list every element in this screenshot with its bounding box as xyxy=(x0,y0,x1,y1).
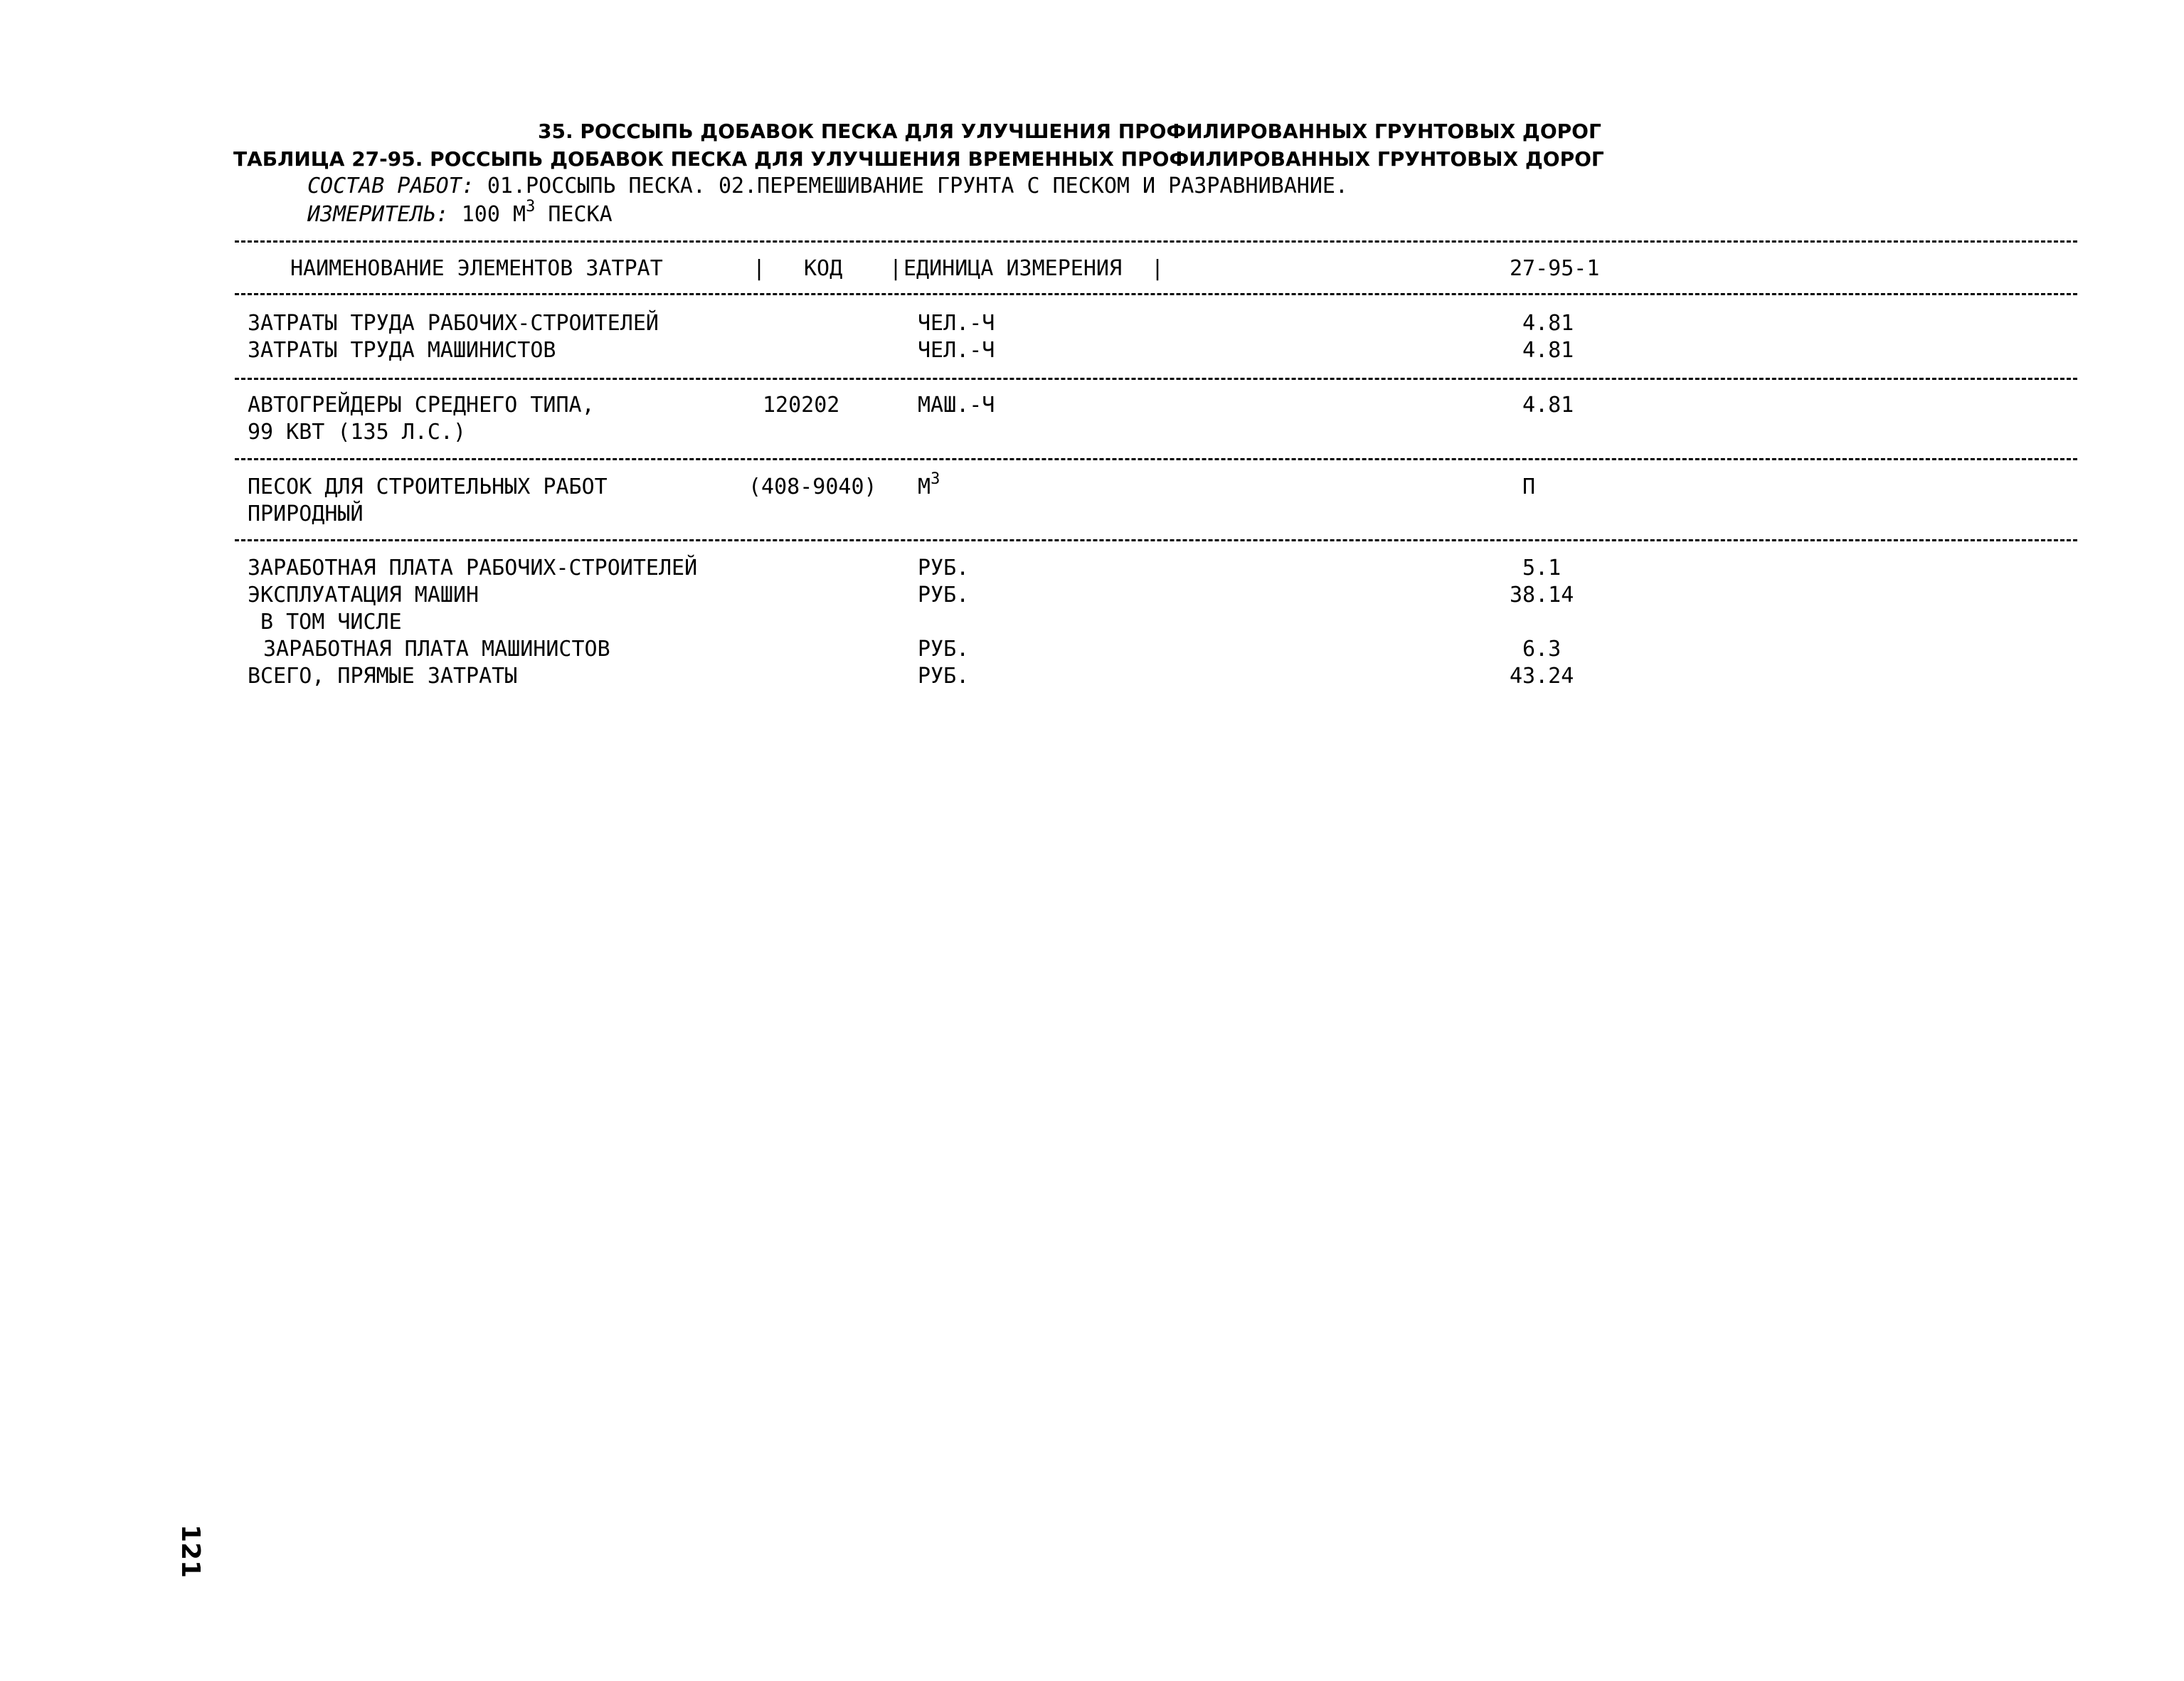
row-code: 120202 xyxy=(763,393,840,418)
row-value: 5.1 xyxy=(1522,556,1562,580)
row-value: 38.14 xyxy=(1510,583,1574,608)
section-title: 35. РОССЫПЬ ДОБАВОК ПЕСКА ДЛЯ УЛУЧШЕНИЯ ПРОФИЛИРОВАННЫХ ГРУНТОВЫХ ДОРОГ xyxy=(538,120,1601,143)
row-name: ВСЕГО, ПРЯМЫЕ ЗАТРАТЫ xyxy=(248,664,518,689)
row-unit: РУБ. xyxy=(918,664,970,689)
work-composition-text: 01.РОССЫПЬ ПЕСКА. 02.ПЕРЕМЕШИВАНИЕ ГРУНТА С ПЕСКОМ И РАЗРАВНИВАНИЕ. xyxy=(487,174,1348,198)
row-unit: РУБ. xyxy=(918,583,970,608)
work-composition-line xyxy=(307,174,1348,198)
header-code: КОД xyxy=(804,256,843,281)
row-value: 4.81 xyxy=(1522,311,1574,336)
row-name: 99 КВТ (135 Л.С.) xyxy=(248,420,467,445)
row-unit: РУБ. xyxy=(918,637,970,662)
work-composition-label: СОСТАВ РАБОТ: xyxy=(307,174,475,198)
row-value: П xyxy=(1522,474,1536,499)
row-value: 4.81 xyxy=(1522,393,1574,418)
meter-value-superscript: 3 xyxy=(526,198,536,216)
table-top-rule xyxy=(235,240,2077,243)
meter-value-unit: ПЕСКА xyxy=(535,202,613,227)
meter-line xyxy=(307,198,613,227)
page-number: 121 xyxy=(176,1524,206,1579)
header-separator-3: | xyxy=(1151,256,1165,281)
row-value: 43.24 xyxy=(1510,664,1574,689)
row-name: АВТОГРЕЙДЕРЫ СРЕДНЕГО ТИПА, xyxy=(248,393,595,418)
section-rule-2 xyxy=(235,458,2077,460)
row-name: ЗАРАБОТНАЯ ПЛАТА РАБОЧИХ-СТРОИТЕЛЕЙ xyxy=(248,556,698,580)
header-separator-1: | xyxy=(753,256,766,281)
section-rule-1 xyxy=(235,378,2077,380)
section-rule-3 xyxy=(235,539,2077,541)
meter-value-number: 100 М xyxy=(461,202,526,227)
header-value: 27-95-1 xyxy=(1510,256,1600,281)
table-title: ТАБЛИЦА 27-95. РОССЫПЬ ДОБАВОК ПЕСКА ДЛЯ УЛУЧШЕНИЯ ВРЕМЕННЫХ ПРОФИЛИРОВАННЫХ ГРУНТОВЫХ ДОРОГ xyxy=(233,147,1604,171)
row-name: ПЕСОК ДЛЯ СТРОИТЕЛЬНЫХ РАБОТ xyxy=(248,474,608,499)
row-name: ПРИРОДНЫЙ xyxy=(248,502,364,526)
header-bottom-rule xyxy=(235,293,2077,295)
row-value: 4.81 xyxy=(1522,338,1574,363)
header-unit: ЕДИНИЦА ИЗМЕРЕНИЯ xyxy=(903,256,1123,281)
row-name: В ТОМ ЧИСЛЕ xyxy=(260,610,402,635)
row-name: ЗАТРАТЫ ТРУДА МАШИНИСТОВ xyxy=(248,338,556,363)
meter-label: ИЗМЕРИТЕЛЬ: xyxy=(307,202,449,227)
row-unit: РУБ. xyxy=(918,556,970,580)
row-unit: ЧЕЛ.-Ч xyxy=(918,338,995,363)
row-code: (408-9040) xyxy=(748,474,877,499)
header-separator-2: | xyxy=(889,256,903,281)
row-unit: ЧЕЛ.-Ч xyxy=(918,311,995,336)
meter-value xyxy=(461,198,613,227)
row-unit-base: М xyxy=(918,474,931,499)
row-name: ЗАРАБОТНАЯ ПЛАТА МАШИНИСТОВ xyxy=(263,637,610,662)
row-unit: МАШ.-Ч xyxy=(918,393,995,418)
row-value: 6.3 xyxy=(1522,637,1562,662)
row-unit xyxy=(918,470,940,499)
row-name: ЗАТРАТЫ ТРУДА РАБОЧИХ-СТРОИТЕЛЕЙ xyxy=(248,311,659,336)
row-name: ЭКСПЛУАТАЦИЯ МАШИН xyxy=(248,583,479,608)
row-unit-superscript: 3 xyxy=(931,470,940,488)
header-name: НАИМЕНОВАНИЕ ЭЛЕМЕНТОВ ЗАТРАТ xyxy=(290,256,663,281)
